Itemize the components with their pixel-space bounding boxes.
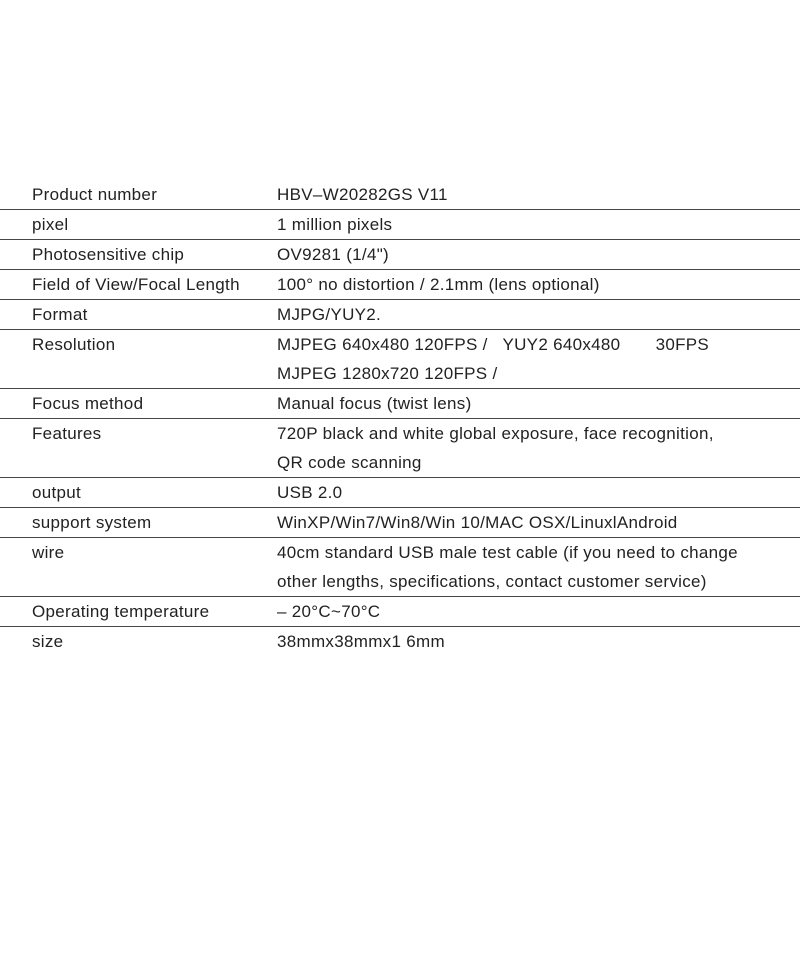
spec-label: support system <box>32 513 152 532</box>
spec-label: Focus method <box>32 394 144 413</box>
spec-value-line: WinXP/Win7/Win8/Win 10/MAC OSX/LinuxlAndroid <box>277 513 678 532</box>
spec-value <box>277 627 800 656</box>
spec-value-line: 100° no distortion / 2.1mm (lens optional) <box>277 275 600 294</box>
spec-label: size <box>32 632 64 651</box>
spec-label: pixel <box>32 215 69 234</box>
spec-row-output <box>0 478 800 508</box>
spec-row-format <box>0 300 800 330</box>
spec-value <box>277 478 800 507</box>
spec-value-line: QR code scanning <box>277 453 422 472</box>
spec-value-line: 720P black and white global exposure, face recognition, <box>277 424 714 443</box>
spec-value <box>277 597 800 626</box>
spec-value-line: 40cm standard USB male test cable (if you need to change <box>277 543 738 562</box>
product-spec-table <box>0 180 800 656</box>
spec-label: output <box>32 483 82 502</box>
spec-value-line: MJPG/YUY2. <box>277 305 382 324</box>
spec-value <box>277 270 800 299</box>
spec-row-features <box>0 419 800 478</box>
spec-value <box>277 538 800 596</box>
spec-row-support-system <box>0 508 800 538</box>
spec-value <box>277 330 800 388</box>
spec-value-line: 38mmx38mmx1 6mm <box>277 632 445 651</box>
spec-value-line: 1 million pixels <box>277 215 393 234</box>
spec-row-operating-temperature <box>0 597 800 627</box>
spec-row-pixel <box>0 210 800 240</box>
spec-label: wire <box>32 543 65 562</box>
spec-value <box>277 300 800 329</box>
spec-value <box>277 389 800 418</box>
spec-value-line: HBV–W20282GS V11 <box>277 185 448 204</box>
spec-row-photosensitive-chip <box>0 240 800 270</box>
spec-label: Features <box>32 424 102 443</box>
spec-label: Field of View/Focal Length <box>32 275 240 294</box>
spec-row-wire <box>0 538 800 597</box>
spec-row-size <box>0 627 800 656</box>
spec-value-line: MJPEG 640x480 120FPS / YUY2 640x480 30FPS <box>277 335 710 354</box>
spec-value-line: OV9281 (1/4") <box>277 245 389 264</box>
spec-value <box>277 210 800 239</box>
spec-value <box>277 508 800 537</box>
spec-label: Product number <box>32 185 158 204</box>
spec-value-line: other lengths, specifications, contact customer service) <box>277 572 707 591</box>
spec-value <box>277 180 800 209</box>
spec-row-product-number <box>0 180 800 210</box>
spec-label: Resolution <box>32 335 116 354</box>
spec-value <box>277 419 800 477</box>
spec-label: Photosensitive chip <box>32 245 185 264</box>
spec-row-field-of-view <box>0 270 800 300</box>
spec-value-line: – 20°C~70°C <box>277 602 381 621</box>
spec-row-focus-method <box>0 389 800 419</box>
spec-value-line: Manual focus (twist lens) <box>277 394 472 413</box>
spec-value-line: MJPEG 1280x720 120FPS / <box>277 364 498 383</box>
spec-label: Format <box>32 305 88 324</box>
spec-row-resolution <box>0 330 800 389</box>
spec-label: Operating temperature <box>32 602 210 621</box>
spec-value <box>277 240 800 269</box>
spec-value-line: USB 2.0 <box>277 483 343 502</box>
